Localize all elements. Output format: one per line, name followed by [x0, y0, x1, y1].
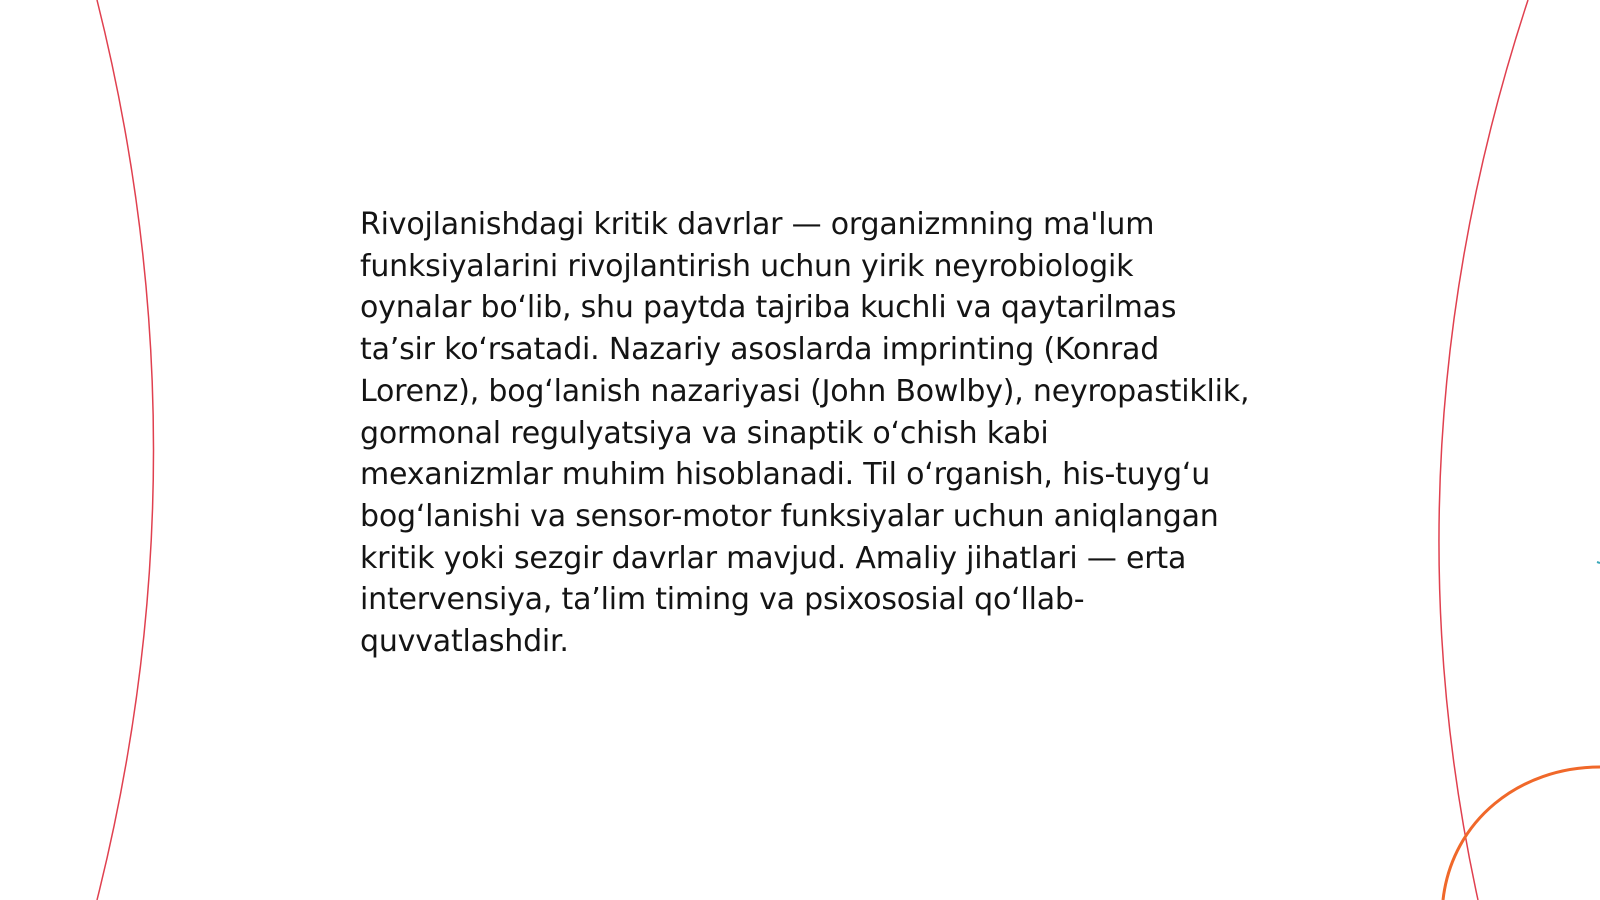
right-curve	[1439, 0, 1528, 900]
left-curve	[97, 0, 154, 900]
orange-arc	[1443, 767, 1600, 900]
slide-body-text: Rivojlanishdagi kritik davrlar — organizmning ma'lum funksiyalarini rivojlantirish uchun yirik neyrobiologik oynalar bo‘lib, shu paytda tajriba kuchli va qaytarilmas ta’sir ko‘rsatadi. Nazariy asoslarda imprinting (Konrad Lorenz), bog‘lanish nazariyasi (John Bowlby), neyropastiklik, gormonal regulyatsiya va sinaptik o‘chish kabi mexanizmlar muhim hisoblanadi. Til o‘rganish, his-tuyg‘u bog‘lanishi va sensor-motor funksiyalar uchun aniqlangan kritik yoki sezgir davrlar mavjud. Amaliy jihatlari — erta intervensiya, ta’lim timing va psixososial qo‘llab-quvvatlashdir.	[360, 207, 1250, 660]
